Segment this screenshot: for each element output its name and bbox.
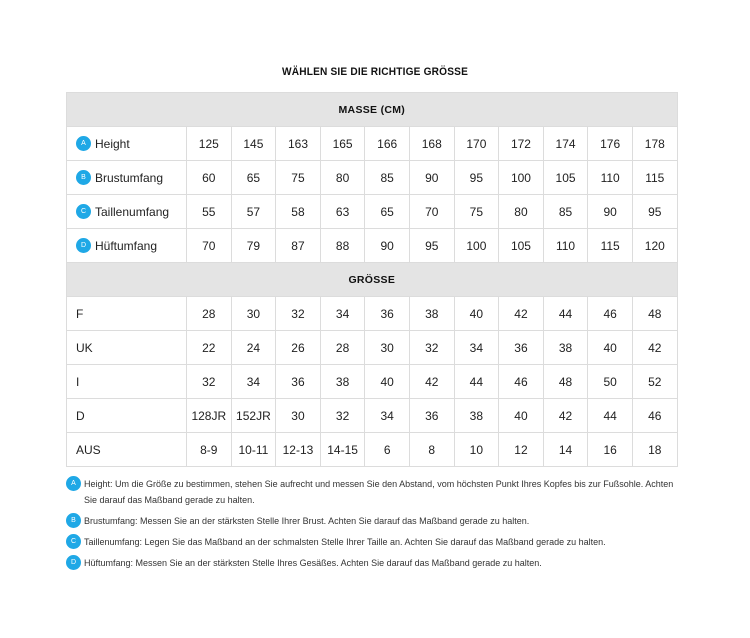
row-label-aus: AUS [67, 433, 187, 467]
table-cell: 80 [499, 195, 544, 229]
table-cell: 58 [276, 195, 321, 229]
table-cell: 163 [276, 127, 321, 161]
row-label-brustumfang [67, 161, 187, 195]
row-label-i: I [67, 365, 187, 399]
table-cell: 40 [588, 331, 633, 365]
table-cell: 40 [499, 399, 544, 433]
table-cell: 170 [454, 127, 499, 161]
table-row [67, 433, 678, 467]
table-cell: 38 [454, 399, 499, 433]
table-cell: 18 [632, 433, 677, 467]
row-label-text: Brustumfang [95, 170, 164, 185]
table-cell: 30 [365, 331, 410, 365]
table-cell: 30 [231, 297, 276, 331]
table-cell: 166 [365, 127, 410, 161]
table-cell: 95 [454, 161, 499, 195]
table-row [67, 399, 678, 433]
table-cell: 32 [276, 297, 321, 331]
sizes-header-row [67, 263, 678, 297]
table-cell: 145 [231, 127, 276, 161]
badge-b-icon: B [76, 170, 91, 185]
measures-header: MASSE (CM) [67, 93, 678, 127]
table-cell: 12 [499, 433, 544, 467]
note-brustumfang [66, 513, 686, 529]
table-row [67, 365, 678, 399]
table-cell: 48 [543, 365, 588, 399]
table-cell: 105 [543, 161, 588, 195]
table-cell: 28 [320, 331, 365, 365]
table-cell: 128JR [187, 399, 232, 433]
note-text: Taillenumfang: Legen Sie das Maßband an der schmalsten Stelle Ihrer Taille an. Achten Sie darauf das Maßband gerade zu halten. [84, 537, 606, 547]
row-label-uk: UK [67, 331, 187, 365]
table-cell: 46 [632, 399, 677, 433]
table-cell: 174 [543, 127, 588, 161]
table-cell: 100 [499, 161, 544, 195]
table-cell: 42 [543, 399, 588, 433]
table-row [67, 127, 678, 161]
table-cell: 26 [276, 331, 321, 365]
note-text: Hüftumfang: Messen Sie an der stärksten Stelle Ihres Gesäßes. Achten Sie darauf das Maßband gerade zu halten. [84, 558, 542, 568]
badge-a-icon: A [66, 476, 81, 491]
table-cell: 88 [320, 229, 365, 263]
table-cell: 152JR [231, 399, 276, 433]
table-cell: 34 [454, 331, 499, 365]
note-height [66, 476, 686, 508]
table-cell: 90 [365, 229, 410, 263]
badge-c-icon: C [66, 534, 81, 549]
table-cell: 36 [499, 331, 544, 365]
table-cell: 42 [409, 365, 454, 399]
measures-header-row [67, 93, 678, 127]
table-cell: 85 [365, 161, 410, 195]
row-label-d: D [67, 399, 187, 433]
table-cell: 10-11 [231, 433, 276, 467]
table-cell: 32 [409, 331, 454, 365]
table-cell: 172 [499, 127, 544, 161]
table-cell: 44 [543, 297, 588, 331]
table-cell: 95 [632, 195, 677, 229]
row-label-taillenumfang [67, 195, 187, 229]
table-row [67, 297, 678, 331]
table-row [67, 161, 678, 195]
table-cell: 38 [320, 365, 365, 399]
table-cell: 52 [632, 365, 677, 399]
table-cell: 32 [320, 399, 365, 433]
table-row [67, 229, 678, 263]
table-cell: 87 [276, 229, 321, 263]
table-cell: 8-9 [187, 433, 232, 467]
table-cell: 85 [543, 195, 588, 229]
note-hueftumfang [66, 555, 686, 571]
table-cell: 14-15 [320, 433, 365, 467]
size-chart-table [66, 92, 678, 467]
table-cell: 22 [187, 331, 232, 365]
table-cell: 65 [231, 161, 276, 195]
table-cell: 48 [632, 297, 677, 331]
table-cell: 165 [320, 127, 365, 161]
row-label-text: Taillenumfang [95, 204, 170, 219]
table-cell: 34 [320, 297, 365, 331]
note-text: Brustumfang: Messen Sie an der stärksten Stelle Ihrer Brust. Achten Sie darauf das Maßband gerade zu halten. [84, 516, 530, 526]
table-cell: 100 [454, 229, 499, 263]
row-label-hueftumfang [67, 229, 187, 263]
table-cell: 12-13 [276, 433, 321, 467]
table-cell: 80 [320, 161, 365, 195]
table-cell: 50 [588, 365, 633, 399]
table-cell: 42 [632, 331, 677, 365]
table-cell: 90 [409, 161, 454, 195]
table-cell: 38 [409, 297, 454, 331]
table-cell: 95 [409, 229, 454, 263]
row-label-text: Height [95, 136, 130, 151]
page-title: WÄHLEN SIE DIE RICHTIGE GRÖSSE [281, 66, 469, 78]
table-cell: 65 [365, 195, 410, 229]
table-cell: 16 [588, 433, 633, 467]
measurement-notes [66, 476, 686, 576]
table-cell: 42 [499, 297, 544, 331]
table-cell: 55 [187, 195, 232, 229]
badge-d-icon: D [66, 555, 81, 570]
table-cell: 75 [454, 195, 499, 229]
table-cell: 40 [365, 365, 410, 399]
table-cell: 168 [409, 127, 454, 161]
table-cell: 8 [409, 433, 454, 467]
table-cell: 110 [543, 229, 588, 263]
table-cell: 125 [187, 127, 232, 161]
table-cell: 44 [588, 399, 633, 433]
table-cell: 34 [231, 365, 276, 399]
table-cell: 70 [187, 229, 232, 263]
table-cell: 70 [409, 195, 454, 229]
table-cell: 32 [187, 365, 232, 399]
table-row [67, 195, 678, 229]
table-cell: 14 [543, 433, 588, 467]
table-cell: 90 [588, 195, 633, 229]
table-cell: 44 [454, 365, 499, 399]
table-cell: 176 [588, 127, 633, 161]
table-cell: 34 [365, 399, 410, 433]
table-cell: 28 [187, 297, 232, 331]
table-cell: 120 [632, 229, 677, 263]
table-cell: 36 [276, 365, 321, 399]
table-cell: 36 [409, 399, 454, 433]
table-cell: 46 [588, 297, 633, 331]
sizes-header: GRÖSSE [67, 263, 678, 297]
table-cell: 178 [632, 127, 677, 161]
table-cell: 63 [320, 195, 365, 229]
table-cell: 75 [276, 161, 321, 195]
row-label-f: F [67, 297, 187, 331]
badge-d-icon: D [76, 238, 91, 253]
table-cell: 57 [231, 195, 276, 229]
table-cell: 24 [231, 331, 276, 365]
table-cell: 79 [231, 229, 276, 263]
badge-b-icon: B [66, 513, 81, 528]
table-cell: 46 [499, 365, 544, 399]
table-cell: 6 [365, 433, 410, 467]
table-cell: 110 [588, 161, 633, 195]
table-cell: 30 [276, 399, 321, 433]
table-cell: 36 [365, 297, 410, 331]
table-row [67, 331, 678, 365]
note-taillenumfang [66, 534, 686, 550]
row-label-height [67, 127, 187, 161]
table-cell: 105 [499, 229, 544, 263]
table-cell: 10 [454, 433, 499, 467]
table-cell: 40 [454, 297, 499, 331]
table-cell: 115 [632, 161, 677, 195]
row-label-text: Hüftumfang [95, 238, 158, 253]
note-text: Height: Um die Größe zu bestimmen, stehen Sie aufrecht und messen Sie den Abstand, vom höchsten Punkt Ihres Kopfes bis zur Fußsohle. Achten Sie darauf das Maßband gerade zu halten. [84, 479, 674, 505]
table-cell: 115 [588, 229, 633, 263]
table-cell: 60 [187, 161, 232, 195]
badge-c-icon: C [76, 204, 91, 219]
table-cell: 38 [543, 331, 588, 365]
badge-a-icon: A [76, 136, 91, 151]
